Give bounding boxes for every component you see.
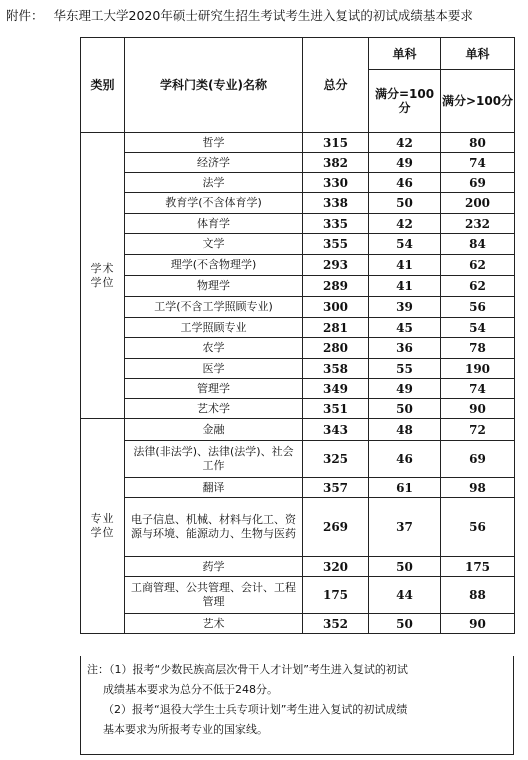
single100-cell: 44 — [369, 577, 441, 614]
header-total: 总分 — [303, 38, 369, 133]
header-single1-bottom: 满分=100分 — [369, 70, 441, 133]
single100-cell: 61 — [369, 478, 441, 498]
subject-cell: 翻译 — [125, 478, 303, 498]
table-row — [81, 557, 515, 577]
table-row — [81, 276, 515, 297]
table-row — [81, 318, 515, 338]
singleover-cell: 90 — [441, 614, 515, 634]
singleover-cell: 80 — [441, 133, 515, 153]
subject-cell: 艺术 — [125, 614, 303, 634]
singleover-cell: 74 — [441, 379, 515, 399]
table-row — [81, 577, 515, 614]
singleover-cell: 84 — [441, 234, 515, 255]
professional-section — [81, 419, 515, 634]
title-text: 华东理工大学2020年硕士研究生招生考试考生进入复试的初试成绩基本要求 — [53, 8, 473, 23]
subject-cell: 药学 — [125, 557, 303, 577]
total-cell: 357 — [303, 478, 369, 498]
header-subject: 学科门类(专业)名称 — [125, 38, 303, 133]
attachment-label: 附件： — [6, 8, 44, 23]
subject-cell: 法律(非法学)、法律(法学)、社会工作 — [125, 441, 303, 478]
table-row — [81, 359, 515, 379]
single100-cell: 42 — [369, 133, 441, 153]
singleover-cell: 78 — [441, 338, 515, 359]
table-row — [81, 441, 515, 478]
single100-cell: 45 — [369, 318, 441, 338]
subject-cell: 理学(不含物理学) — [125, 255, 303, 276]
total-cell: 293 — [303, 255, 369, 276]
table-row — [81, 133, 515, 153]
table-row — [81, 153, 515, 173]
singleover-cell: 69 — [441, 173, 515, 193]
subject-cell: 工学照顾专业 — [125, 318, 303, 338]
singleover-cell: 98 — [441, 478, 515, 498]
single100-cell: 50 — [369, 614, 441, 634]
singleover-cell: 56 — [441, 297, 515, 318]
total-cell: 343 — [303, 419, 369, 441]
table-row — [81, 173, 515, 193]
total-cell: 338 — [303, 193, 369, 214]
header-category: 类别 — [81, 38, 125, 133]
singleover-cell: 175 — [441, 557, 515, 577]
single100-cell: 46 — [369, 441, 441, 478]
subject-cell: 哲学 — [125, 133, 303, 153]
singleover-cell: 232 — [441, 214, 515, 234]
subject-cell: 经济学 — [125, 153, 303, 173]
single100-cell: 41 — [369, 255, 441, 276]
table-row — [81, 234, 515, 255]
single100-cell: 48 — [369, 419, 441, 441]
single100-cell: 55 — [369, 359, 441, 379]
total-cell: 269 — [303, 498, 369, 557]
header-single1-top: 单科 — [369, 38, 441, 70]
single100-cell: 49 — [369, 379, 441, 399]
singleover-cell: 74 — [441, 153, 515, 173]
singleover-cell: 54 — [441, 318, 515, 338]
total-cell: 320 — [303, 557, 369, 577]
score-requirements-table — [80, 37, 515, 634]
notes-section — [80, 656, 514, 755]
subject-cell: 艺术学 — [125, 399, 303, 419]
single100-cell: 50 — [369, 557, 441, 577]
single100-cell: 50 — [369, 193, 441, 214]
note-line-1: 注：（1）报考“少数民族高层次骨干人才计划”考生进入复试的初试 — [87, 663, 408, 676]
subject-cell: 医学 — [125, 359, 303, 379]
note-line-3: （2）报考“退役大学生士兵专项计划”考生进入复试的初试成绩 — [103, 703, 408, 716]
table-row — [81, 419, 515, 441]
table-row — [81, 255, 515, 276]
single100-cell: 54 — [369, 234, 441, 255]
total-cell: 382 — [303, 153, 369, 173]
total-cell: 349 — [303, 379, 369, 399]
total-cell: 325 — [303, 441, 369, 478]
table-row — [81, 399, 515, 419]
header-single2-bottom: 满分>100分 — [441, 70, 515, 133]
document-title — [6, 6, 473, 24]
total-cell: 355 — [303, 234, 369, 255]
total-cell: 300 — [303, 297, 369, 318]
category-cell: 专业学位 — [81, 419, 125, 634]
note-line-4: 基本要求为所报考专业的国家线。 — [103, 723, 268, 736]
total-cell: 335 — [303, 214, 369, 234]
subject-cell: 工学(不含工学照顾专业) — [125, 297, 303, 318]
single100-cell: 36 — [369, 338, 441, 359]
table-row — [81, 297, 515, 318]
total-cell: 289 — [303, 276, 369, 297]
table-row — [81, 478, 515, 498]
header-single2-top: 单科 — [441, 38, 515, 70]
singleover-cell: 69 — [441, 441, 515, 478]
table-row — [81, 193, 515, 214]
total-cell: 175 — [303, 577, 369, 614]
total-cell: 280 — [303, 338, 369, 359]
singleover-cell: 90 — [441, 399, 515, 419]
total-cell: 281 — [303, 318, 369, 338]
single100-cell: 42 — [369, 214, 441, 234]
academic-section — [81, 133, 515, 419]
subject-cell: 农学 — [125, 338, 303, 359]
subject-cell: 电子信息、机械、材料与化工、资源与环境、能源动力、生物与医药 — [125, 498, 303, 557]
table-row — [81, 379, 515, 399]
subject-cell: 物理学 — [125, 276, 303, 297]
single100-cell: 46 — [369, 173, 441, 193]
single100-cell: 50 — [369, 399, 441, 419]
table-row — [81, 338, 515, 359]
single100-cell: 37 — [369, 498, 441, 557]
subject-cell: 金融 — [125, 419, 303, 441]
singleover-cell: 56 — [441, 498, 515, 557]
category-cell: 学术学位 — [81, 133, 125, 419]
subject-cell: 体育学 — [125, 214, 303, 234]
subject-cell: 工商管理、公共管理、会计、工程管理 — [125, 577, 303, 614]
total-cell: 351 — [303, 399, 369, 419]
subject-cell: 文学 — [125, 234, 303, 255]
subject-cell: 管理学 — [125, 379, 303, 399]
subject-cell: 教育学(不含体育学) — [125, 193, 303, 214]
singleover-cell: 72 — [441, 419, 515, 441]
total-cell: 352 — [303, 614, 369, 634]
singleover-cell: 88 — [441, 577, 515, 614]
singleover-cell: 62 — [441, 276, 515, 297]
single100-cell: 39 — [369, 297, 441, 318]
total-cell: 315 — [303, 133, 369, 153]
single100-cell: 49 — [369, 153, 441, 173]
total-cell: 358 — [303, 359, 369, 379]
note-line-2: 成绩基本要求为总分不低于248分。 — [103, 683, 278, 696]
subject-cell: 法学 — [125, 173, 303, 193]
table-row — [81, 614, 515, 634]
singleover-cell: 190 — [441, 359, 515, 379]
singleover-cell: 62 — [441, 255, 515, 276]
table-row — [81, 214, 515, 234]
single100-cell: 41 — [369, 276, 441, 297]
table-row — [81, 498, 515, 557]
total-cell: 330 — [303, 173, 369, 193]
singleover-cell: 200 — [441, 193, 515, 214]
